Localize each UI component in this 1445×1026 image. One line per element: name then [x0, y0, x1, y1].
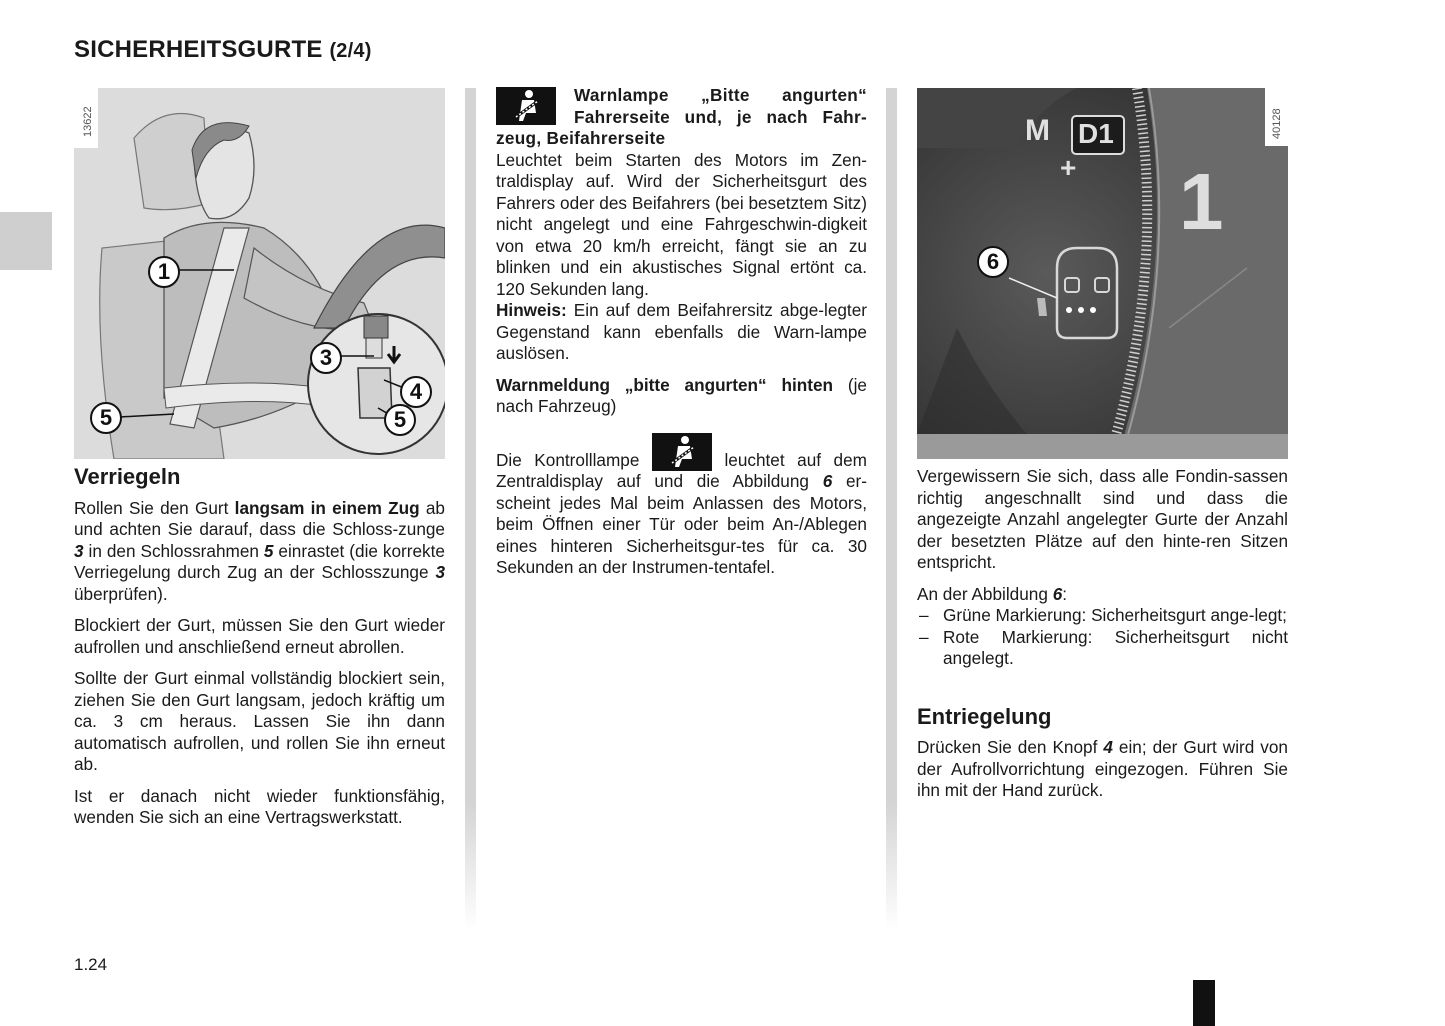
figure-instrument-display [917, 88, 1288, 459]
warnlamp-block [496, 85, 867, 150]
text: : [1062, 583, 1068, 604]
warnlamp-description: Leuchtet beim Starten des Motors im Zen-traldisplay auf. Wird der Sicherheitsgurt des Fahrers oder des Beifahrers (bei besetztem Sitz) nicht angelegt und eine Fahrgeschwin-digkeit von etwa 20 km/h erreicht, fängt sie an zu blinken und ein akustisches Signal ertönt ca. 120 Sekunden lang. [496, 149, 867, 299]
column-divider-2 [886, 88, 897, 930]
figure-reference [917, 584, 1288, 606]
callout-1: 1 [148, 256, 180, 288]
page-title [74, 36, 372, 64]
seatbelt-warning-icon [496, 87, 556, 125]
text: Die Kontrolllampe [496, 449, 652, 470]
text: in den Schlossrahmen [83, 540, 264, 561]
text: Drücken Sie den Knopf [917, 737, 1104, 757]
text: leuchtet auf dem Zentraldisplay auf und die Abbildung [496, 449, 867, 491]
rear-warning-paragraph [496, 375, 867, 418]
text-bold: langsam in einem Zug [234, 497, 420, 518]
rear-warning-heading: Warnmeldung „bitte angurten“ hinten [496, 374, 834, 395]
text: ab und achten Sie darauf, dass die Schloss-zunge [74, 497, 445, 539]
paragraph-rear-passengers: Vergewissern Sie sich, dass alle Fondin-sassen richtig angeschnallt sind und dass die angezeigte Anzahl angelegter Gurte der Anzahl der besetzten Plätze auf den hinte-ren Sitzen entspricht. [917, 466, 1288, 572]
text: (je nach Fahrzeug) [496, 374, 867, 416]
text: Rollen Sie den Gurt [74, 497, 235, 518]
callout-6: 6 [977, 246, 1009, 278]
ref-4: 4 [1103, 737, 1113, 757]
seatbelt-lamp-icon [652, 433, 712, 471]
control-lamp-paragraph [496, 450, 867, 579]
seatbelt-illustration [74, 88, 445, 459]
column-divider-1 [465, 88, 476, 930]
list-item: – Rote Markierung: Sicherheitsgurt nicht angelegt. [917, 627, 1288, 670]
marking-list [917, 605, 1288, 670]
text: er-scheint jedes Mal beim Anlassen des Motors, beim Öffnen einer Tür oder beim An-/Ablegen eines hinteren Sicherheitsgur-tes für ca. 30 Sekunden an der Instrumen-tentafel. [496, 471, 867, 577]
paragraph-entriegelung [917, 737, 1288, 802]
ref-6: 6 [822, 471, 833, 491]
heading-verriegeln: Verriegeln [74, 464, 181, 489]
paragraph-verriegeln-1 [74, 498, 445, 606]
column-1 [74, 466, 445, 839]
paragraph-verriegeln-2: Blockiert der Gurt, müssen Sie den Gurt wieder aufrollen und anschließend erneut abrollen. [74, 615, 445, 657]
display-plus: + [1060, 152, 1077, 183]
page-title-part: (2/4) [329, 40, 372, 62]
list-item: – Grüne Markierung: Sicherheitsgurt ange-legt; [917, 605, 1288, 627]
figure-number: 13622 [80, 103, 96, 140]
page-title-text: SICHERHEITSGURTE [74, 36, 323, 63]
display-mode-m: M [1025, 114, 1050, 147]
text: einrastet (die korrekte Verriegelung durch Zug an der Schlosszunge [74, 540, 445, 582]
ref-6: 6 [1052, 583, 1063, 604]
callout-5a: 5 [90, 402, 122, 434]
display-gear-number: 1 [1179, 157, 1224, 246]
display-gear-d1: D1 [1078, 118, 1114, 149]
text: An der Abbildung [917, 583, 1053, 604]
paragraph-verriegeln-3: Sollte der Gurt einmal vollständig blockiert sein, ziehen Sie den Gurt langsam, jedoch kräftig um ca. 3 cm heraus. Lassen Sie ihn dann automatisch aufrollen, und rollen Sie ihn erneut ab. [74, 668, 445, 774]
callout-5b: 5 [384, 404, 416, 436]
column-3 [917, 466, 1288, 812]
ref-3: 3 [74, 540, 84, 561]
heading-entriegelung: Entriegelung [917, 703, 1052, 729]
figure-seatbelt-person [74, 88, 445, 459]
text: überprüfen). [74, 583, 168, 604]
ref-5: 5 [263, 540, 274, 561]
hint-text: Ein auf dem Beifahrersitz abge-legter Gegenstand kann ebenfalls die Warn-lampe auslösen. [496, 300, 867, 363]
page-marker [1193, 980, 1215, 1026]
figure-number: 40128 [1269, 105, 1285, 142]
ref-3: 3 [435, 562, 445, 582]
hint-paragraph [496, 300, 867, 365]
column-2 [496, 85, 867, 589]
callout-3: 3 [310, 342, 342, 374]
paragraph-verriegeln-4: Ist er danach nicht wieder funktionsfähig, wenden Sie sich an eine Vertragswerkstatt. [74, 785, 445, 827]
hint-label: Hinweis: [496, 300, 567, 320]
chapter-tab [0, 212, 52, 270]
warnlamp-heading: Warnlampe „Bitte angurten“ Fahrerseite und, je nach Fahr-zeug, Beifahrerseite [496, 85, 867, 148]
callout-4: 4 [400, 376, 432, 408]
page-number: 1.24 [74, 955, 108, 974]
text: ein; der Gurt wird von der Aufrollvorrichtung eingezogen. Führen Sie ihn mit der Hand zurück. [917, 737, 1288, 800]
